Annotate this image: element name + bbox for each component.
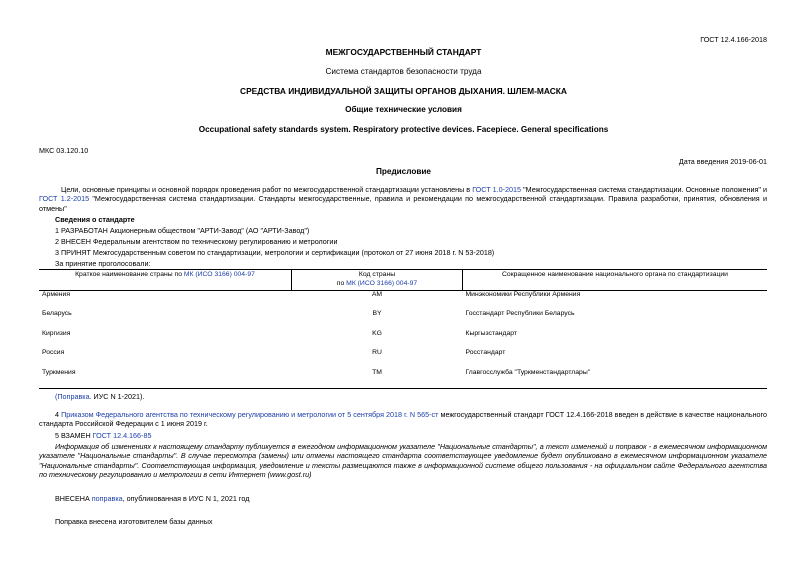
code-cell: BY: [372, 310, 382, 318]
doc-code: ГОСТ 12.4.166-2018: [700, 35, 767, 44]
preface-heading: Предисловие: [376, 167, 431, 176]
code-cell: RU: [372, 349, 382, 357]
mks-code: МКС 03.120.10: [39, 146, 89, 155]
gost-1-0-link[interactable]: ГОСТ 1.0-2015: [472, 185, 522, 194]
country-cell: Армения: [42, 291, 70, 298]
document-title: СРЕДСТВА ИНДИВИДУАЛЬНОЙ ЗАЩИТЫ ОРГАНОВ ДЫХАНИЯ. ШЛЕМ-МАСКА: [240, 86, 567, 96]
publication-notice: Информация об изменениях к настоящему стандарту публикуется в ежегодном информационном указателе "Национальные стандарты", а текст изменений и поправок - в ежемесячном информационном указателе "Национальные стандарты". В случае пересмотра (замены) или отмены настоящего стандарта соответствующее уведомление будет опубликовано в ежемесячном информационном указателе "Национальные стандарты". Соответствующая информация, уведомление и тексты размещаются также в информационной системе общего пользования - на официальном сайте Федерального агентства по техническому регулированию и метрологии в сети Интернет (www.gost.ru): [39, 442, 767, 480]
code-cell: TM: [292, 369, 463, 389]
country-cell: Беларусь: [42, 310, 72, 318]
voted-label: За принятие проголосовали:: [55, 259, 151, 268]
info-item-5: 5 ВЗАМЕН ГОСТ 12.4.166-85: [55, 431, 152, 440]
column-header-country: Краткое наименование страны по МК (ИСО 3166) 004-97: [39, 270, 292, 291]
preface-paragraph: Цели, основные принципы и основной порядок проведения работ по межгосударственной стандартизации установлены в ГОСТ 1.0-2015 "Межгосударственная система стандартизации. Основные положения" и ГОСТ 1.2-2015 "Межгосударственная система стандартизации. Стандарты межгосударственные, правила и рекомендации по межгосударственной стандартизации. Правила разработки, принятия, обновления и отмены": [39, 185, 768, 213]
table-row: [39, 330, 767, 349]
gost-replaced-link[interactable]: ГОСТ 12.4.166-85: [92, 431, 152, 440]
info-item-3: 3 ПРИНЯТ Межгосударственным советом по стандартизации, метрологии и сертификации (протокол от 27 июня 2018 г. N 53-2018): [55, 248, 495, 257]
table-row: [39, 291, 767, 311]
body-cell: Главгосслужба "Туркменстандартлары": [463, 369, 768, 389]
body-cell: Кыргызстандарт: [465, 329, 517, 337]
column-header-code: Код страны по МК (ИСО 3166) 004-97: [292, 270, 463, 291]
countries-table: [39, 269, 767, 389]
table-row: [39, 369, 767, 389]
country-cell: Россия: [42, 349, 65, 357]
amendment-ref-link[interactable]: поправка: [91, 494, 123, 503]
code-cell: KG: [372, 329, 382, 337]
amendment-link[interactable]: (Поправка.: [55, 392, 92, 401]
country-cell: Туркмения: [39, 369, 292, 389]
info-heading: Сведения о стандарте: [55, 215, 135, 224]
mk-iso-link[interactable]: МК (ИСО 3166) 004-97: [346, 279, 418, 287]
info-item-2: 2 ВНЕСЕН Федеральным агентством по техническому регулированию и метрологии: [55, 237, 338, 246]
table-header-row: [39, 270, 767, 291]
info-item-1: 1 РАЗРАБОТАН Акционерным обществом "АРТИ-Завод" (АО "АРТИ-Завод"): [55, 226, 310, 235]
table-row: [39, 349, 767, 368]
amendment-introduced: ВНЕСЕНА поправка, опубликованная в ИУС N 1, 2021 год: [55, 494, 250, 503]
body-cell: Госстандарт Республики Беларусь: [465, 310, 575, 318]
table-row: [39, 310, 767, 329]
document-subtitle: Общие технические условия: [345, 105, 462, 114]
amendment-made-by: Поправка внесена изготовителем базы данных: [55, 517, 213, 526]
country-cell: Киргизия: [42, 329, 71, 337]
code-cell: AM: [371, 291, 383, 298]
mk-iso-link[interactable]: МК (ИСО 3166) 004-97: [183, 271, 255, 278]
order-link[interactable]: Приказом Федерального агентства по техническому регулированию и метрологии от 5 сентября 2018 г. N 565-ст: [61, 410, 439, 419]
standard-type: МЕЖГОСУДАРСТВЕННЫЙ СТАНДАРТ: [325, 47, 482, 57]
info-item-4: 4 Приказом Федерального агентства по техническому регулированию и метрологии от 5 сентября 2018 г. N 565-ст межгосударственный стандарт ГОСТ 12.4.166-2018 введен в действие в качестве национального стандарта Российской Федерации с 1 июня 2019 г.: [39, 410, 767, 429]
introduction-date: Дата введения 2019-06-01: [678, 157, 767, 166]
standards-system: Система стандартов безопасности труда: [325, 67, 482, 76]
gost-1-2-link[interactable]: ГОСТ 1.2-2015: [39, 194, 90, 204]
column-header-body: Сокращенное наименование национального органа по стандартизации: [463, 270, 768, 291]
amendment-note: (Поправка. ИУС N 1-2021).: [55, 392, 145, 401]
document-title-en: Occupational safety standards system. Respiratory protective devices. Facepiece. General specifications: [198, 125, 609, 134]
body-cell: Росстандарт: [465, 349, 506, 357]
body-cell: Минэкономики Республики Армения: [465, 291, 581, 298]
